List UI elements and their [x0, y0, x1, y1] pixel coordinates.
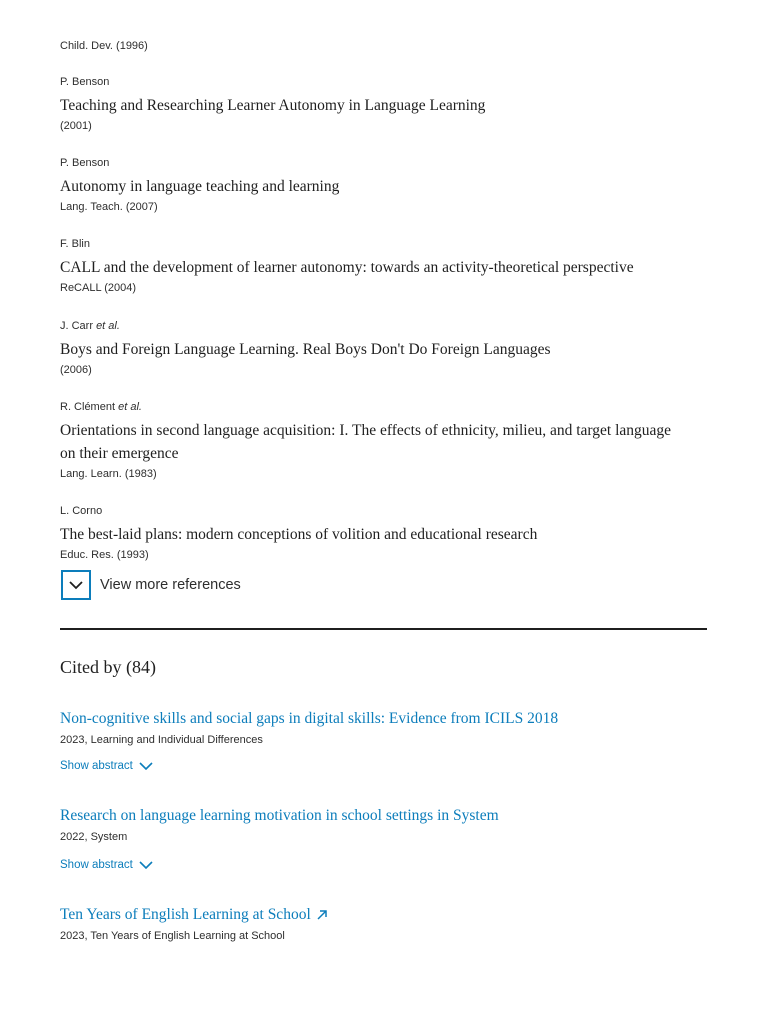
citing-title-link[interactable]: Research on language learning motivation in school settings in System	[60, 807, 499, 824]
show-abstract-label[interactable]: Show abstract	[60, 760, 133, 772]
section-divider	[60, 628, 707, 630]
reference-title[interactable]: Autonomy in language teaching and learning	[60, 178, 340, 195]
citing-source: 2022, System	[60, 831, 128, 843]
reference-item	[60, 156, 339, 214]
reference-source: Educ. Res. (1993)	[60, 549, 149, 561]
reference-authors: L. Corno	[60, 505, 103, 517]
reference-source: Lang. Learn. (1983)	[60, 468, 157, 480]
show-abstract-toggle[interactable]	[60, 859, 153, 871]
show-abstract-toggle[interactable]	[60, 760, 153, 772]
chevron-down-icon	[69, 581, 83, 590]
reference-source: (2001)	[60, 120, 92, 132]
citing-title-link[interactable]: Non-cognitive skills and social gaps in digital skills: Evidence from ICILS 2018	[60, 710, 559, 727]
reference-authors: P. Benson	[60, 76, 110, 88]
expand-references-button[interactable]	[61, 570, 91, 600]
reference-title[interactable]: Orientations in second language acquisition: I. The effects of ethnicity, milieu, and target language on their emergence	[60, 422, 672, 462]
reference-authors: R. Clément et al.	[60, 401, 142, 413]
reference-title[interactable]: The best-laid plans: modern conceptions of volition and educational research	[60, 526, 538, 543]
citing-source: 2023, Ten Years of English Learning at School	[60, 930, 285, 942]
reference-title[interactable]: Boys and Foreign Language Learning. Real Boys Don't Do Foreign Languages	[60, 341, 551, 358]
citing-item	[60, 805, 499, 873]
et-al: et al.	[118, 401, 142, 413]
reference-authors: P. Benson	[60, 157, 110, 169]
citing-source: 2023, Learning and Individual Differences	[60, 734, 263, 746]
reference-item	[60, 75, 485, 133]
view-more-label[interactable]: View more references	[100, 577, 241, 593]
et-al: et al.	[96, 320, 120, 332]
reference-item	[60, 400, 680, 481]
reference-title[interactable]: Teaching and Researching Learner Autonomy in Language Learning	[60, 97, 486, 114]
reference-item	[60, 319, 551, 377]
reference-item	[60, 504, 537, 562]
show-abstract-label[interactable]: Show abstract	[60, 859, 133, 871]
cited-by-heading: Cited by (84)	[60, 657, 156, 677]
reference-title[interactable]: CALL and the development of learner autonomy: towards an activity-theoretical perspective	[60, 259, 634, 276]
reference-item	[60, 237, 634, 295]
reference-source: (2006)	[60, 364, 92, 376]
citing-item	[60, 708, 558, 774]
reference-item	[60, 39, 148, 53]
external-link-icon	[316, 909, 328, 921]
citing-title-link[interactable]: Ten Years of English Learning at School	[60, 906, 311, 923]
reference-source: Lang. Teach. (2007)	[60, 201, 158, 213]
view-more-references[interactable]	[61, 569, 241, 601]
reference-source: ReCALL (2004)	[60, 282, 137, 294]
chevron-down-icon	[139, 861, 153, 869]
reference-source: Child. Dev. (1996)	[60, 40, 148, 52]
citing-item	[60, 904, 328, 943]
reference-authors: J. Carr et al.	[60, 320, 120, 332]
chevron-down-icon	[139, 762, 153, 770]
reference-authors: F. Blin	[60, 238, 90, 250]
